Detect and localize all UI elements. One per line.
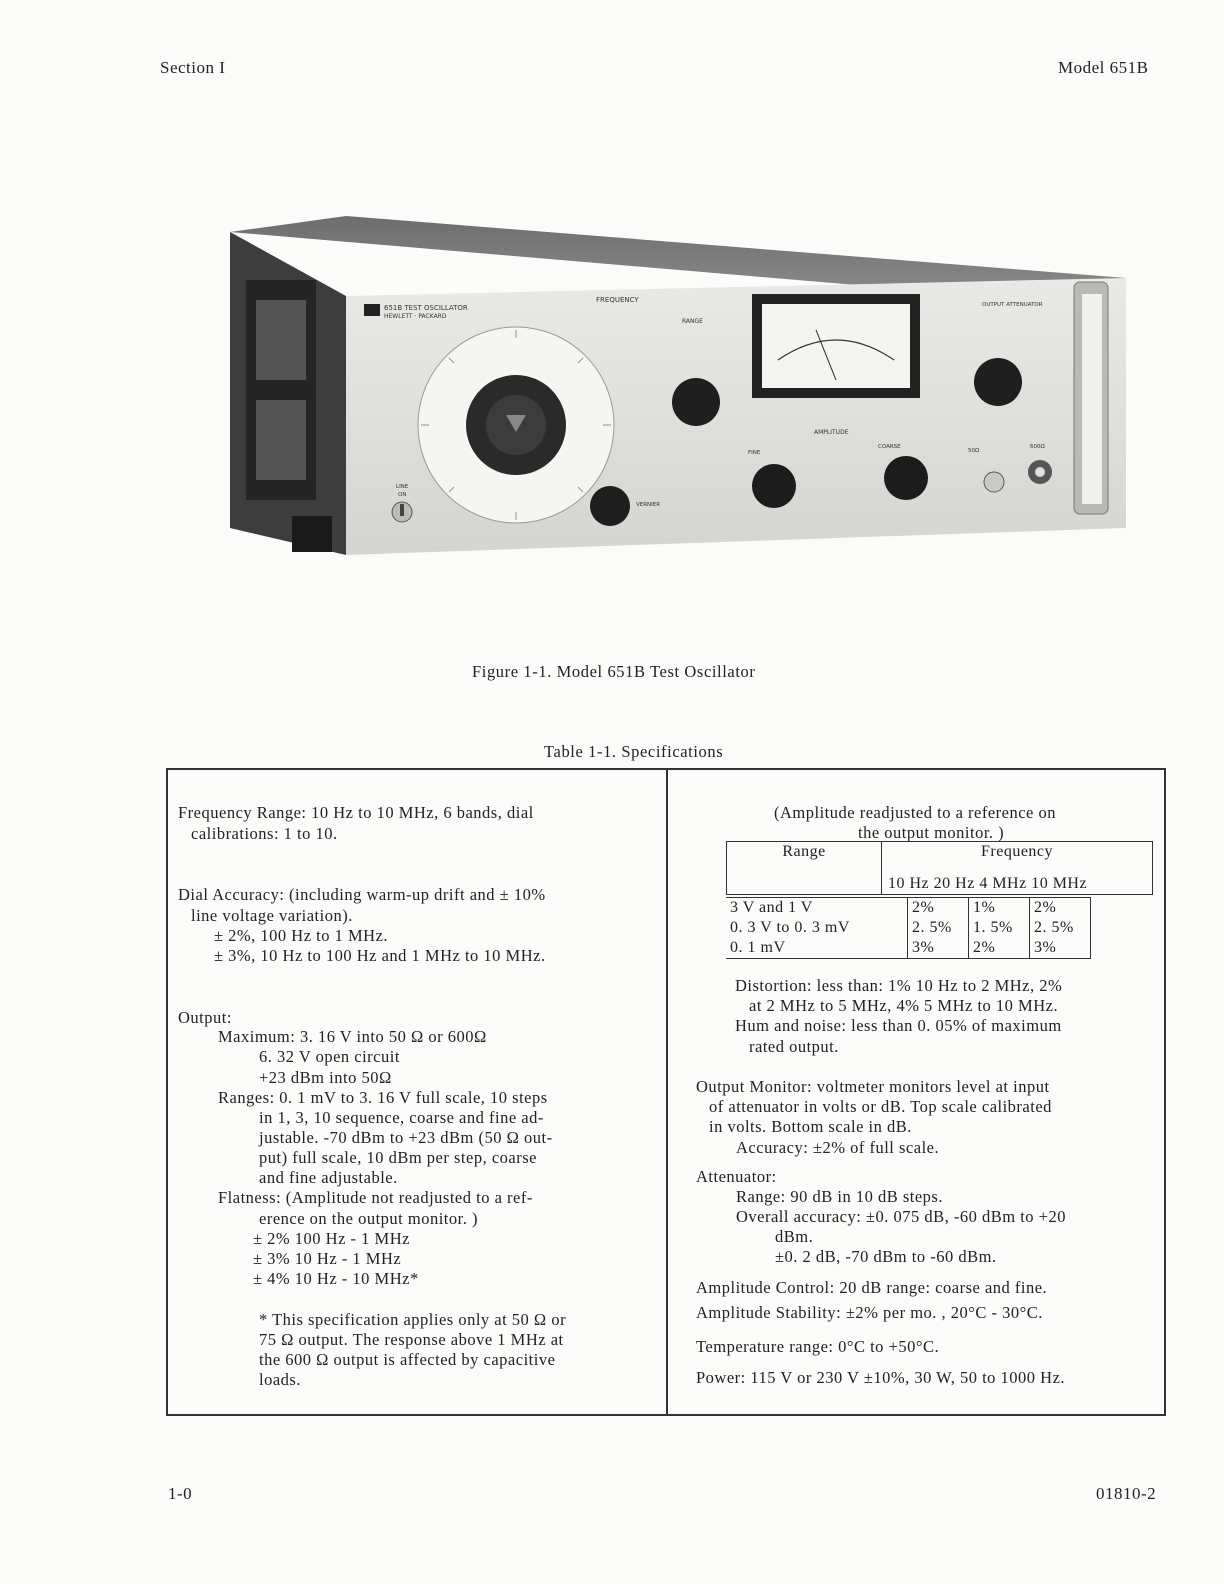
output-monitor: Output Monitor: voltmeter monitors level at input	[696, 1077, 1050, 1096]
table-row: 3 V and 1 V 2% 1% 2%	[726, 898, 1091, 919]
output-heading: Output:	[178, 1008, 232, 1027]
svg-text:FREQUENCY: FREQUENCY	[596, 296, 639, 304]
hum-noise: Hum and noise: less than 0. 05% of maximum	[735, 1016, 1062, 1035]
frequency-header: Frequency	[980, 843, 1054, 860]
svg-text:OUTPUT ATTENUATOR: OUTPUT ATTENUATOR	[982, 302, 1043, 308]
dial-accuracy: Dial Accuracy: (including warm-up drift and ± 10%	[178, 885, 546, 904]
page-number: 1-0	[168, 1484, 193, 1503]
attenuator-heading: Attenuator:	[696, 1167, 777, 1186]
svg-text:RANGE: RANGE	[682, 318, 703, 325]
svg-text:AMPLITUDE: AMPLITUDE	[814, 429, 849, 436]
table-row: 0. 1 mV 3% 2% 3%	[726, 938, 1091, 959]
flatness-table: Range Frequency 10 Hz 20 Hz 4 MHz 10 MHz	[726, 841, 1153, 895]
amplitude-stability: Amplitude Stability: ±2% per mo. , 20°C - 30°C.	[696, 1303, 1043, 1322]
frequency-range: Frequency Range: 10 Hz to 10 MHz, 6 bands, dial	[178, 803, 534, 822]
svg-text:50Ω: 50Ω	[968, 448, 980, 454]
svg-text:FINE: FINE	[748, 450, 761, 456]
column-divider	[666, 768, 668, 1416]
table-title: Table 1-1. Specifications	[544, 742, 724, 761]
svg-text:HEWLETT · PACKARD: HEWLETT · PACKARD	[384, 313, 447, 320]
svg-text:600Ω: 600Ω	[1030, 444, 1045, 450]
section-label: Section I	[160, 58, 226, 77]
svg-text:LINE: LINE	[396, 484, 409, 490]
footnote: * This specification applies only at 50 Ω or	[259, 1310, 567, 1329]
svg-text:COARSE: COARSE	[878, 444, 901, 450]
range-header: Range	[727, 842, 882, 895]
document-code: 01810-2	[1096, 1484, 1157, 1503]
table-row: 0. 3 V to 0. 3 mV 2. 5% 1. 5% 2. 5%	[726, 918, 1091, 938]
svg-text:ON: ON	[398, 492, 407, 498]
amplitude-control: Amplitude Control: 20 dB range: coarse and fine.	[696, 1278, 1048, 1297]
svg-text:VERNIER: VERNIER	[636, 502, 661, 508]
flatness-table-body	[726, 897, 1091, 959]
panel-title: 651B TEST OSCILLATOR	[384, 304, 468, 312]
model-label: Model 651B	[1058, 58, 1149, 77]
temperature-range: Temperature range: 0°C to +50°C.	[696, 1337, 940, 1356]
oscillator-photo	[226, 210, 1146, 572]
power-spec: Power: 115 V or 230 V ±10%, 30 W, 50 to 1000 Hz.	[696, 1368, 1066, 1387]
figure-caption: Figure 1-1. Model 651B Test Oscillator	[472, 662, 756, 681]
distortion: Distortion: less than: 1% 10 Hz to 2 MHz, 2%	[735, 976, 1063, 995]
